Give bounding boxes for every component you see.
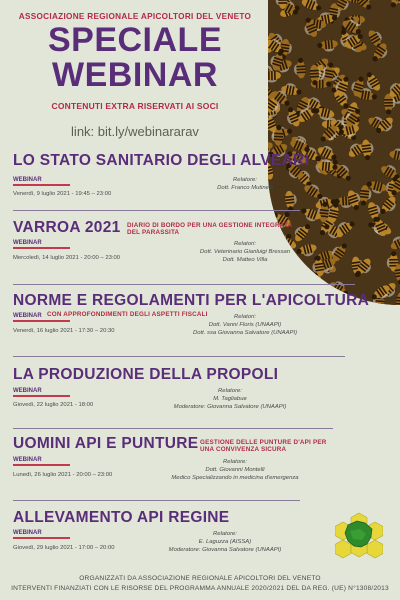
divider: [13, 356, 345, 357]
event-subtitle-line: UNA CONVIVENZA SICURA: [200, 446, 287, 453]
event-tag-underline: [13, 395, 70, 397]
speaker-name: Medico Specializzando in medicina d'emergenza: [171, 475, 299, 481]
speaker-name: E. Laguzza (AISSA): [198, 539, 252, 545]
event-date: Venerdì, 16 luglio 2021 - 17:30 – 20:30: [13, 328, 115, 334]
event-date: Venerdì, 9 luglio 2021 - 19:45 – 23:00: [13, 191, 112, 197]
event-title: LA PRODUZIONE DELLA PROPOLI: [13, 366, 279, 383]
event-date: Lunedì, 26 luglio 2021 - 20:00 – 23:00: [13, 472, 113, 478]
event-speakers: [150, 387, 310, 411]
event-tag: WEBINAR: [13, 240, 42, 246]
event-tag: WEBINAR: [13, 388, 42, 394]
event-tag-underline: [13, 184, 70, 186]
speaker-name: Dott. Giovanni Montelli: [205, 467, 265, 473]
header-subtitle: CONTENUTI EXTRA RISERVATI AI SOCI: [51, 101, 219, 111]
event-title: UOMINI API E PUNTURE: [13, 435, 199, 452]
event-date: Giovedì, 29 luglio 2021 - 17:00 – 20:00: [13, 545, 115, 551]
speaker-name: Dott. Veterinario Gianluigi Bressan: [199, 249, 291, 255]
speaker-name: Moderatore: Giovanna Salvatore (UNAAPI): [173, 404, 287, 410]
divider: [13, 284, 355, 285]
page-title-line2: WEBINAR: [52, 56, 218, 94]
speaker-name: M. Tagliabue: [213, 396, 247, 402]
event-title: ALLEVAMENTO API REGINE: [13, 509, 230, 526]
event-tag-underline: [13, 247, 70, 249]
webinar-link[interactable]: link: bit.ly/webinararav: [71, 124, 199, 139]
association-name: ASSOCIAZIONE REGIONALE APICOLTORI DEL VENETO: [18, 12, 252, 21]
speaker-name: Moderatore: Giovanna Salvatore (UNAAPI): [168, 547, 282, 553]
page-title-line1: SPECIALE: [47, 21, 223, 59]
event-speakers: [155, 458, 315, 482]
divider: [13, 428, 333, 429]
event-tag-underline: [13, 320, 70, 322]
speaker-name: Dott. Matteo Villa: [222, 257, 268, 263]
speakers-label: Relatore:: [233, 177, 257, 183]
event-subtitle-line: DEL PARASSITA: [127, 229, 180, 236]
event-speakers: [180, 176, 310, 192]
divider: [13, 210, 300, 211]
event-tag-underline: [13, 537, 70, 539]
event-tag: WEBINAR: [13, 177, 42, 183]
event-speakers: [165, 313, 325, 337]
speaker-name: Dott. ssa Giovanna Salvatore (UNAAPI): [192, 330, 298, 336]
divider: [13, 500, 300, 501]
event-title: VARROA 2021: [13, 219, 121, 236]
event-date: Giovedì, 22 luglio 2021 - 18:00: [13, 402, 94, 408]
event-tag: WEBINAR: [13, 457, 42, 463]
event-tag-underline: [13, 464, 70, 466]
event-tag: WEBINAR: [13, 313, 42, 319]
event-subtitle-line: CON APPROFONDIMENTI DEGLI ASPETTI FISCALI: [47, 311, 208, 318]
veneto-honeycomb-logo: [335, 511, 383, 559]
event-subtitle: [200, 439, 327, 453]
speakers-label: Relatore:: [223, 459, 247, 465]
event-subtitle-line: GESTIONE DELLE PUNTURE D'API PER: [200, 439, 327, 446]
speakers-label: Relatore:: [218, 388, 242, 394]
event-subtitle: [127, 222, 292, 236]
event-tag: WEBINAR: [13, 530, 42, 536]
event-subtitle-line: DIARIO DI BORDO PER UNA GESTIONE INTEGRATA: [127, 222, 293, 229]
footer-organizer: ORGANIZZATI DA ASSOCIAZIONE REGIONALE APICOLTORI DEL VENETO: [79, 575, 321, 582]
event-speakers: [170, 240, 320, 264]
speakers-label: Relatore:: [213, 531, 237, 537]
event-title: LO STATO SANITARIO DEGLI ALVEARI: [13, 152, 310, 169]
speaker-name: Dott. Franco Mutinelli: [217, 185, 273, 191]
footer-funding: INTERVENTI FINANZIATI CON LE RISORSE DEL PROGRAMMA ANNUALE 2020/2021 DEL DA REG. (UE) N°1308/2013: [11, 585, 389, 592]
event-speakers: [145, 530, 305, 554]
speakers-label: Relatori:: [234, 314, 256, 320]
event-date: Mercoledì, 14 luglio 2021 - 20:00 – 23:00: [13, 255, 121, 261]
speakers-label: Relatori:: [234, 241, 256, 247]
speaker-name: Dott. Vanni Floris (UNAAPI): [208, 322, 282, 328]
event-title: NORME E REGOLAMENTI PER L'APICOLTURA: [13, 292, 370, 309]
